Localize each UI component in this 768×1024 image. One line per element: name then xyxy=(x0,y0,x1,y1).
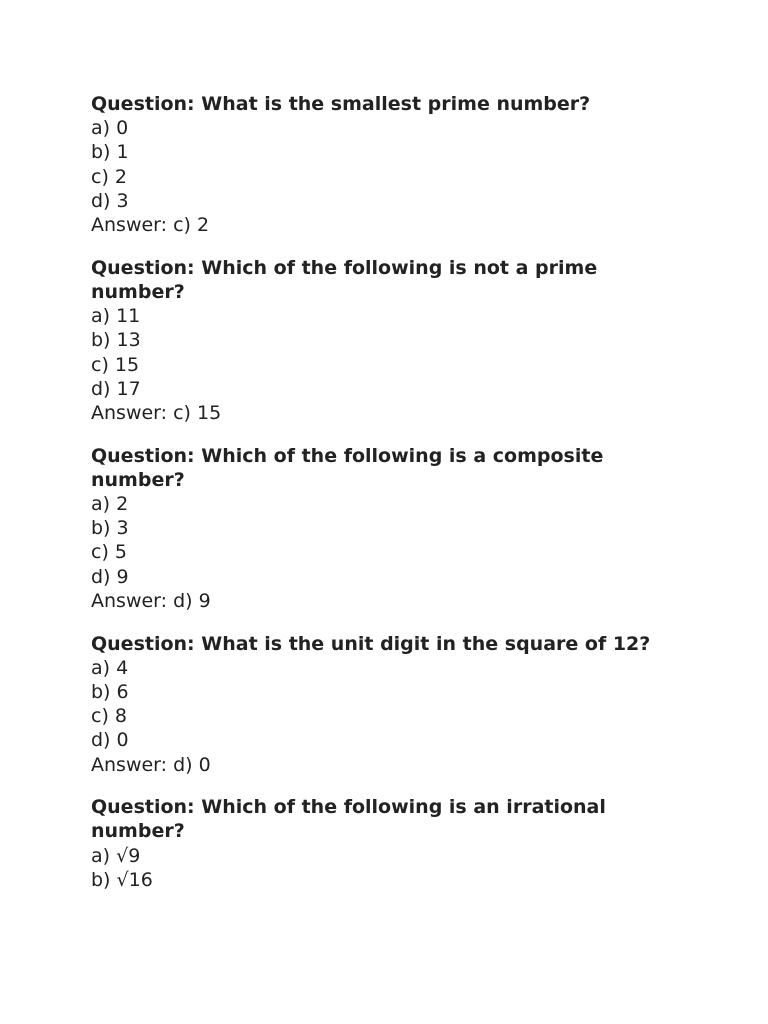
question-text: Question: Which of the following is a composite number? xyxy=(91,444,604,491)
option-d: d) 0 xyxy=(91,729,129,752)
option-c: c) 2 xyxy=(91,165,127,188)
option-c: c) 8 xyxy=(91,705,127,728)
question-block-5 xyxy=(91,795,661,892)
question-text: Question: What is the unit digit in the square of 12? xyxy=(91,632,651,655)
answer-text: Answer: c) 15 xyxy=(91,401,222,424)
option-c: c) 15 xyxy=(91,353,140,376)
question-text: Question: What is the smallest prime number? xyxy=(91,93,591,115)
option-a: a) 2 xyxy=(91,493,129,516)
option-b: b) √16 xyxy=(91,868,153,891)
answer-text: Answer: d) 9 xyxy=(91,589,211,612)
answer-text: Answer: d) 0 xyxy=(91,753,211,776)
option-c: c) 5 xyxy=(91,541,127,564)
question-block-3 xyxy=(91,444,661,613)
option-b: b) 1 xyxy=(91,141,129,164)
option-d: d) 17 xyxy=(91,377,141,400)
question-text: Question: Which of the following is an irrational number? xyxy=(91,796,606,843)
option-d: d) 9 xyxy=(91,565,129,588)
option-b: b) 3 xyxy=(91,517,129,540)
option-b: b) 13 xyxy=(91,329,141,352)
option-a: a) 4 xyxy=(91,656,129,679)
option-a: a) √9 xyxy=(91,844,141,867)
question-block-4 xyxy=(91,632,661,777)
option-d: d) 3 xyxy=(91,189,129,212)
option-b: b) 6 xyxy=(91,680,129,703)
answer-text: Answer: c) 2 xyxy=(91,214,210,237)
question-block-1 xyxy=(91,92,661,237)
question-text: Question: Which of the following is not a prime number? xyxy=(91,256,598,303)
option-a: a) 11 xyxy=(91,305,141,328)
quiz-document xyxy=(91,92,661,911)
question-block-2 xyxy=(91,256,661,425)
option-a: a) 0 xyxy=(91,117,129,140)
